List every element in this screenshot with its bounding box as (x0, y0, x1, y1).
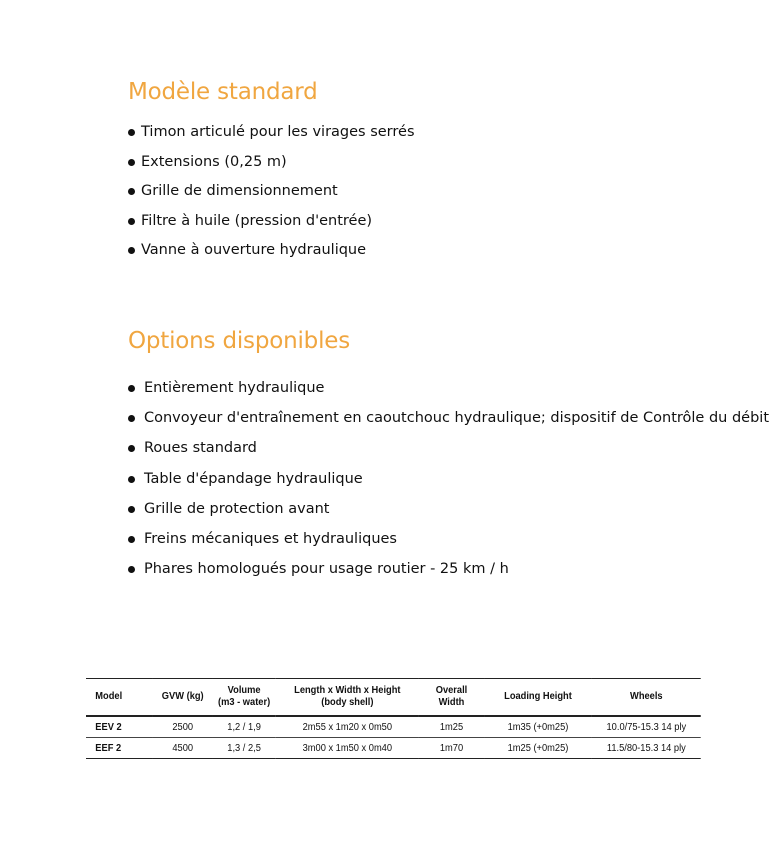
bullet-icon (128, 506, 135, 513)
table-header-row (86, 679, 701, 717)
bullet-icon (128, 536, 135, 543)
header-volume-line2: (m3 - water) (218, 697, 271, 708)
list-item (128, 410, 769, 440)
header-dims-line1: Length x Width x Height (294, 685, 401, 696)
bullet-icon (128, 159, 135, 166)
bullet-icon (128, 476, 135, 483)
cell-overall-width: 1m25 (419, 716, 484, 738)
cell-gvw: 2500 (153, 716, 213, 738)
bullet-icon (128, 247, 135, 254)
list-item (128, 380, 769, 410)
list-item (128, 440, 769, 470)
list-item (128, 183, 415, 213)
cell-model: EEF 2 (86, 738, 153, 759)
bullet-icon (128, 129, 135, 136)
cell-wheels: 11.5/80-15.3 14 ply (592, 738, 701, 759)
cell-dimensions: 3m00 x 1m50 x 0m40 (276, 738, 419, 759)
list-item-text: Extensions (0,25 m) (141, 153, 287, 170)
section-title-options: Options disponibles (128, 328, 350, 354)
list-item (128, 561, 769, 591)
cell-loading-height: 1m25 (+0m25) (484, 738, 592, 759)
options-list (128, 380, 769, 591)
standard-features-list (128, 124, 415, 272)
list-item-text: Timon articulé pour les virages serrés (141, 124, 415, 140)
table-row (86, 738, 701, 759)
bullet-icon (128, 415, 135, 422)
cell-loading-height: 1m35 (+0m25) (484, 716, 592, 738)
list-item-text: Roues standard (144, 440, 257, 457)
header-volume (212, 679, 275, 717)
list-item-text: Freins mécaniques et hydrauliques (144, 530, 397, 547)
header-volume-line1: Volume (227, 685, 261, 696)
cell-dimensions: 2m55 x 1m20 x 0m50 (276, 716, 419, 738)
table-row (86, 716, 701, 738)
header-model: Model (86, 679, 153, 717)
cell-volume: 1,3 / 2,5 (212, 738, 275, 759)
list-item (128, 242, 415, 272)
list-item (128, 213, 415, 243)
spec-table (86, 678, 701, 759)
cell-model: EEV 2 (86, 716, 153, 738)
list-item (128, 531, 769, 561)
list-item (128, 154, 415, 184)
list-item (128, 471, 769, 501)
list-item-text: Vanne à ouverture hydraulique (141, 242, 367, 259)
header-gvw: GVW (kg) (153, 679, 213, 717)
list-item (128, 124, 415, 154)
cell-wheels: 10.0/75-15.3 14 ply (592, 716, 701, 738)
list-item-text: Convoyeur d'entraînement en caoutchouc hydraulique; dispositif de Contrôle du débit (144, 410, 770, 427)
list-item-text: Entièrement hydraulique (144, 380, 325, 396)
list-item-text: Grille de dimensionnement (141, 183, 338, 200)
list-item (128, 501, 769, 531)
list-item-text: Grille de protection avant (144, 500, 330, 517)
section-title-standard: Modèle standard (128, 79, 318, 105)
cell-gvw: 4500 (153, 738, 213, 759)
header-wheels: Wheels (592, 679, 701, 717)
header-dimensions (276, 679, 419, 717)
header-loading-height: Loading Height (484, 679, 592, 717)
bullet-icon (128, 188, 135, 195)
bullet-icon (128, 218, 135, 225)
cell-overall-width: 1m70 (419, 738, 484, 759)
header-width-line1: Overall (435, 685, 468, 696)
list-item-text: Phares homologués pour usage routier - 25 km / h (144, 561, 509, 578)
bullet-icon (128, 445, 135, 452)
header-dims-line2: (body shell) (321, 697, 374, 708)
list-item-text: Filtre à huile (pression d'entrée) (141, 212, 373, 229)
cell-volume: 1,2 / 1,9 (212, 716, 275, 738)
header-overall-width (419, 679, 484, 717)
header-width-line2: Width (438, 697, 465, 708)
list-item-text: Table d'épandage hydraulique (144, 470, 363, 487)
bullet-icon (128, 566, 135, 573)
bullet-icon (128, 385, 135, 392)
